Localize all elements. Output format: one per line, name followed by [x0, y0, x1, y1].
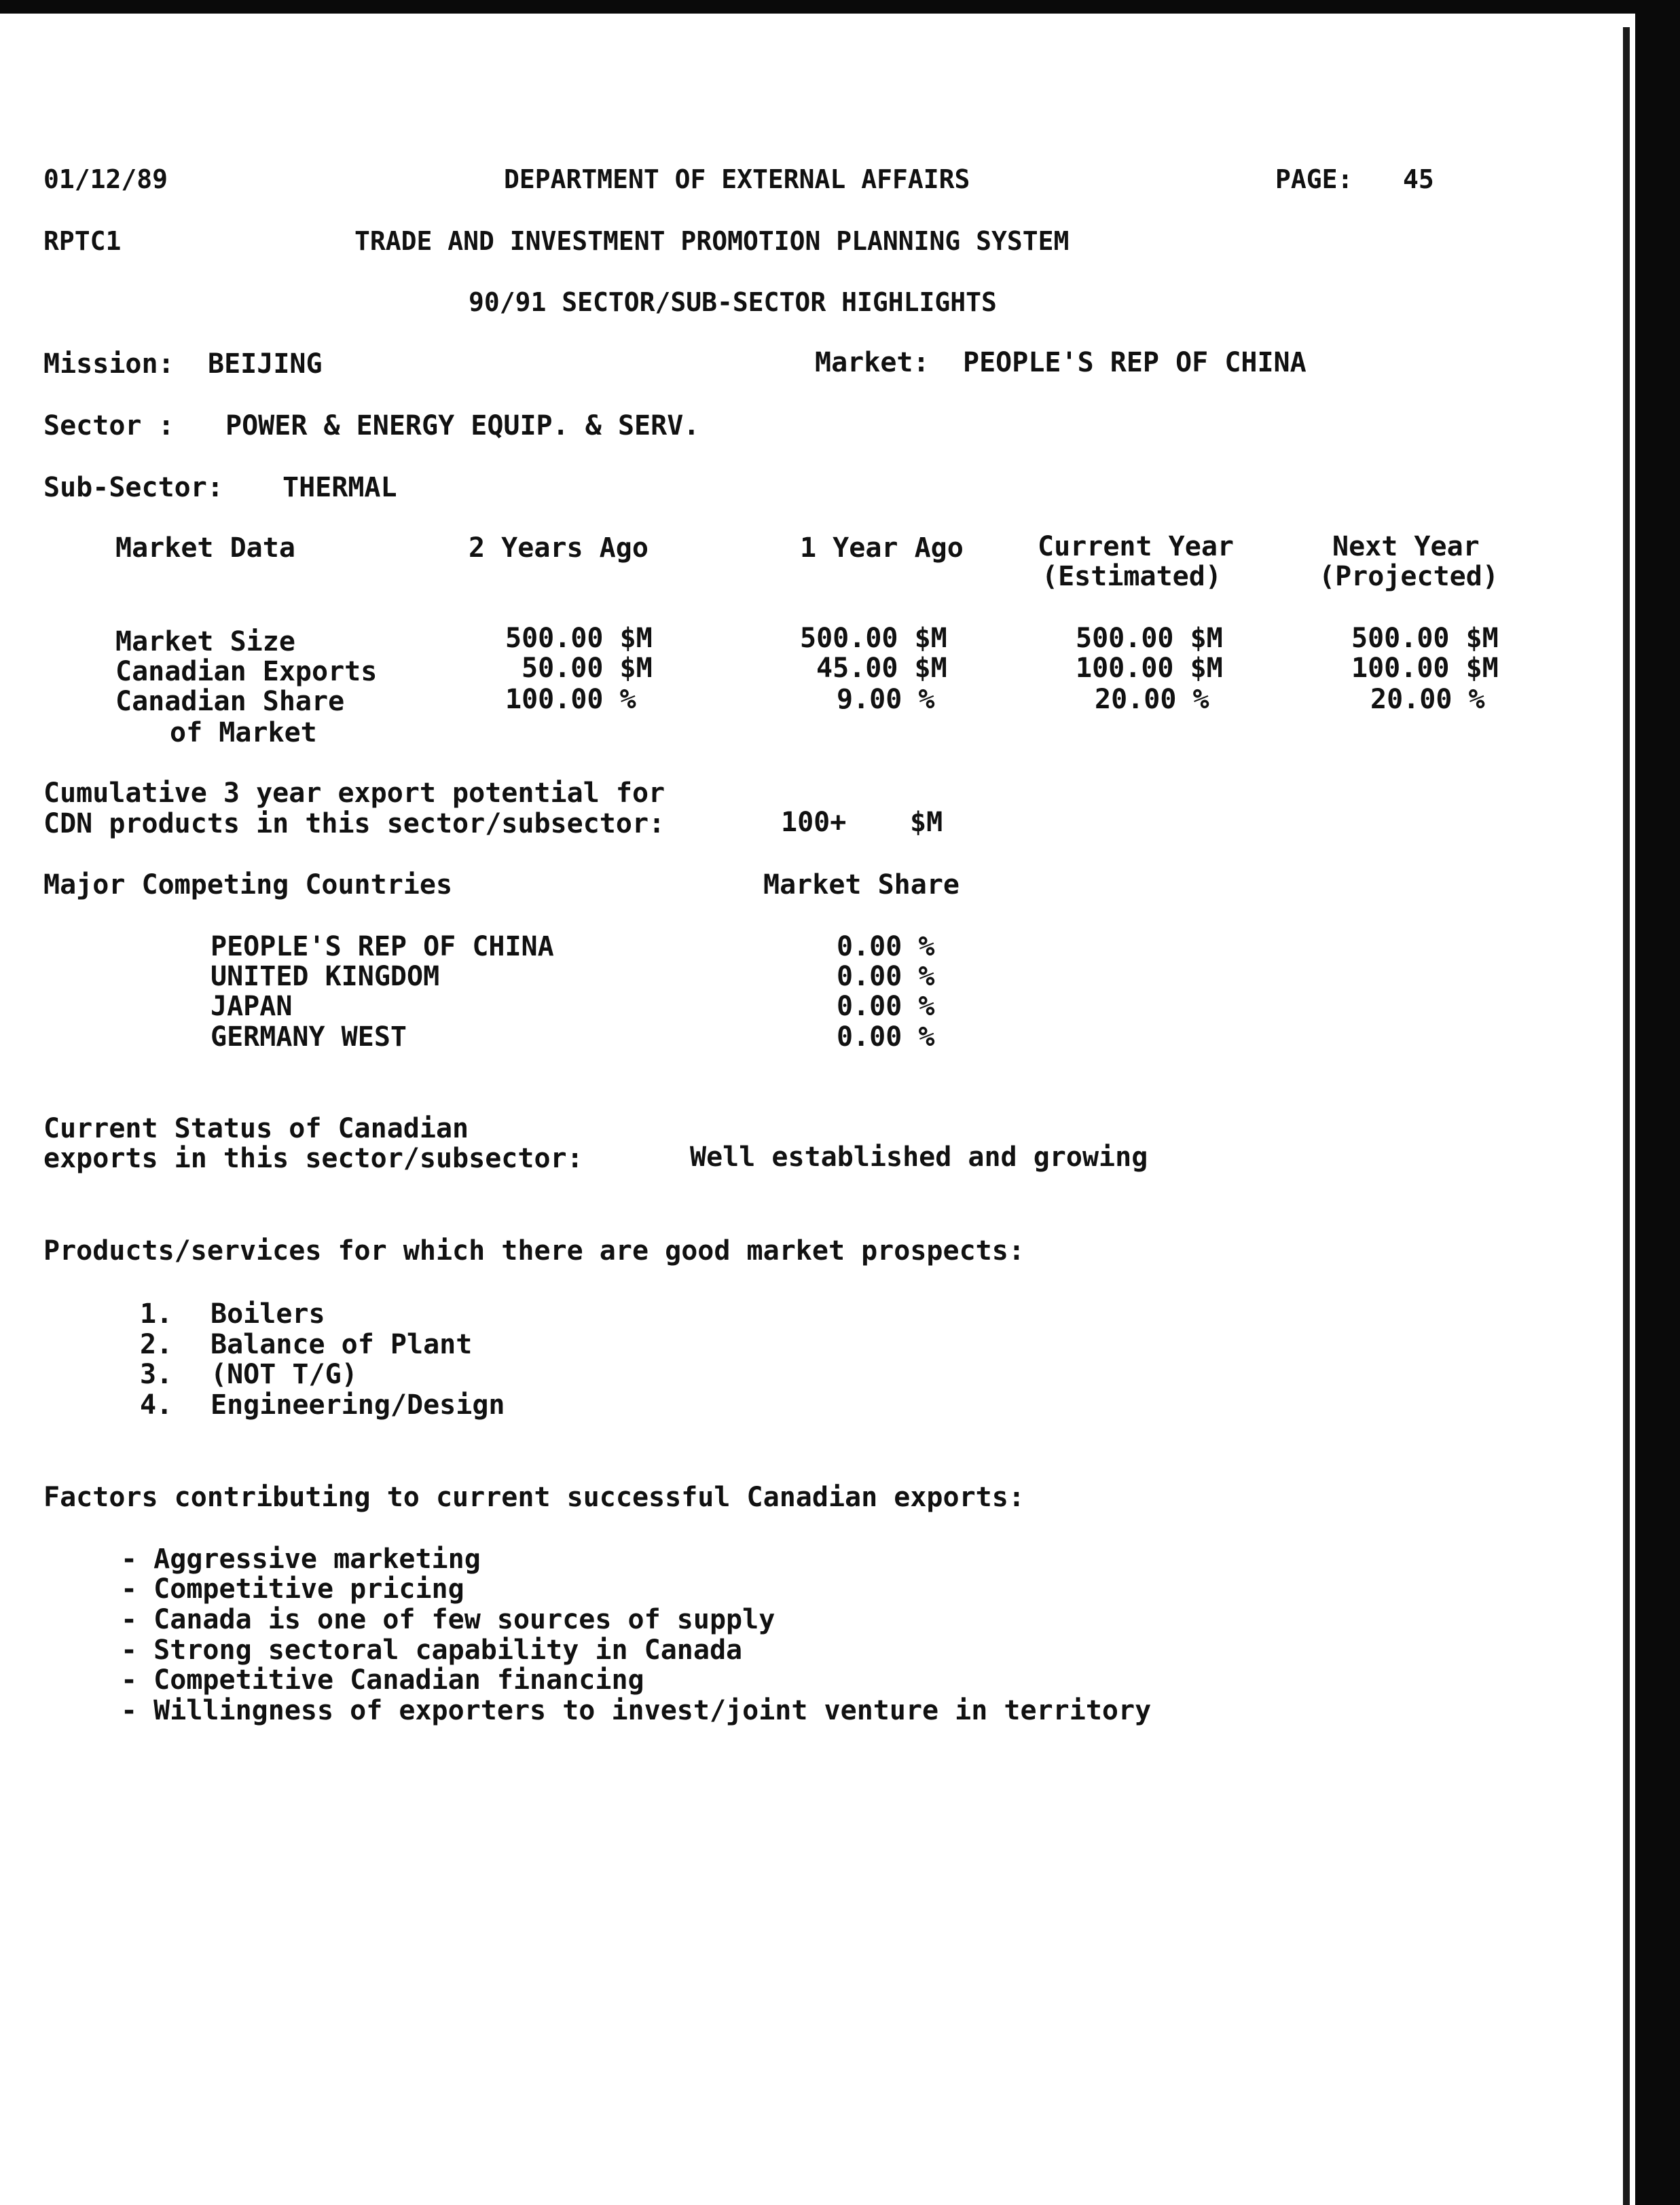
list-item: - Competitive Canadian financing	[121, 1664, 644, 1696]
competitor-country: JAPAN	[211, 991, 293, 1022]
page-number: 45	[1403, 164, 1434, 194]
col-current-year-estimated: (Estimated)	[1042, 561, 1222, 592]
system-title: TRADE AND INVESTMENT PROMOTION PLANNING SYSTEM	[354, 226, 1070, 256]
list-item: - Aggressive marketing	[121, 1544, 481, 1575]
col-current-year: Current Year	[1038, 531, 1234, 562]
potential-line-2: CDN products in this sector/subsector:	[43, 808, 665, 839]
cell-value: 100.00 $M	[1076, 653, 1223, 684]
market-data-header: Market Data	[115, 532, 295, 564]
item-text: Balance of Plant	[211, 1329, 473, 1360]
col-next-year-projected: (Projected)	[1319, 561, 1499, 592]
row-label-continued: of Market	[170, 717, 317, 748]
report-code: RPTC1	[43, 226, 122, 256]
mission-value: BEIJING	[208, 348, 323, 380]
competitor-share: 0.00 %	[837, 931, 935, 962]
department-name: DEPARTMENT OF EXTERNAL AFFAIRS	[504, 164, 970, 194]
market-value: PEOPLE'S REP OF CHINA	[963, 347, 1307, 378]
scan-binding-edge	[1623, 27, 1630, 2205]
cell-value: 500.00 $M	[1076, 623, 1223, 654]
sub-sector-value: THERMAL	[282, 472, 397, 503]
competitor-country: UNITED KINGDOM	[211, 961, 440, 992]
status-line-2: exports in this sector/subsector:	[43, 1143, 583, 1174]
competitor-share: 0.00 %	[837, 991, 935, 1022]
item-number: 4.	[140, 1389, 173, 1421]
item-number: 2.	[140, 1329, 173, 1360]
list-item: - Canada is one of few sources of supply	[121, 1604, 775, 1635]
row-label: Market Size	[115, 626, 295, 657]
cell-value: 100.00 $M	[1351, 653, 1499, 684]
cell-value: 20.00 %	[1095, 684, 1209, 715]
cell-value: 45.00 $M	[816, 653, 947, 684]
competitor-share: 0.00 %	[837, 961, 935, 992]
competitor-country: GERMANY WEST	[211, 1021, 407, 1053]
cell-value: 50.00 $M	[522, 653, 653, 684]
competitor-share: 0.00 %	[837, 1021, 935, 1053]
potential-value: 100+	[781, 807, 847, 838]
list-item: - Strong sectoral capability in Canada	[121, 1635, 743, 1666]
item-text: (NOT T/G)	[211, 1359, 358, 1390]
page-label: PAGE:	[1275, 164, 1353, 194]
competitors-header: Major Competing Countries	[43, 869, 453, 900]
scan-top-edge	[0, 0, 1680, 14]
list-item: - Willingness of exporters to invest/joint venture in territory	[121, 1695, 1152, 1726]
item-text: Engineering/Design	[211, 1389, 505, 1421]
row-label: Canadian Exports	[115, 656, 378, 687]
status-value: Well established and growing	[690, 1142, 1148, 1173]
factors-heading: Factors contributing to current successful Canadian exports:	[43, 1482, 1025, 1513]
cell-value: 500.00 $M	[505, 623, 653, 654]
col-next-year: Next Year	[1332, 531, 1480, 562]
report-date: 01/12/89	[43, 164, 168, 194]
sector-value: POWER & ENERGY EQUIP. & SERV.	[225, 410, 700, 441]
report-title: 90/91 SECTOR/SUB-SECTOR HIGHLIGHTS	[469, 287, 997, 317]
item-number: 3.	[140, 1359, 173, 1390]
status-line-1: Current Status of Canadian	[43, 1113, 469, 1144]
cell-value: 500.00 $M	[1351, 623, 1499, 654]
row-label: Canadian Share	[115, 686, 345, 717]
competitor-country: PEOPLE'S REP OF CHINA	[211, 931, 554, 962]
mission-label: Mission:	[43, 348, 175, 380]
scan-right-edge	[1635, 14, 1680, 2205]
cell-value: 500.00 $M	[800, 623, 947, 654]
market-label: Market:	[815, 347, 930, 378]
cell-value: 20.00 %	[1370, 684, 1485, 715]
prospects-heading: Products/services for which there are good market prospects:	[43, 1235, 1025, 1266]
potential-unit: $M	[910, 807, 943, 838]
sector-label: Sector :	[43, 410, 175, 441]
cell-value: 100.00 %	[505, 684, 636, 715]
list-item: - Competitive pricing	[121, 1573, 464, 1605]
cell-value: 9.00 %	[837, 684, 935, 715]
col-1-year-ago: 1 Year Ago	[800, 532, 964, 564]
col-2-years-ago: 2 Years Ago	[469, 532, 649, 564]
market-share-header: Market Share	[763, 869, 960, 900]
sub-sector-label: Sub-Sector:	[43, 472, 223, 503]
potential-line-1: Cumulative 3 year export potential for	[43, 778, 665, 809]
item-number: 1.	[140, 1298, 173, 1330]
item-text: Boilers	[211, 1298, 325, 1330]
